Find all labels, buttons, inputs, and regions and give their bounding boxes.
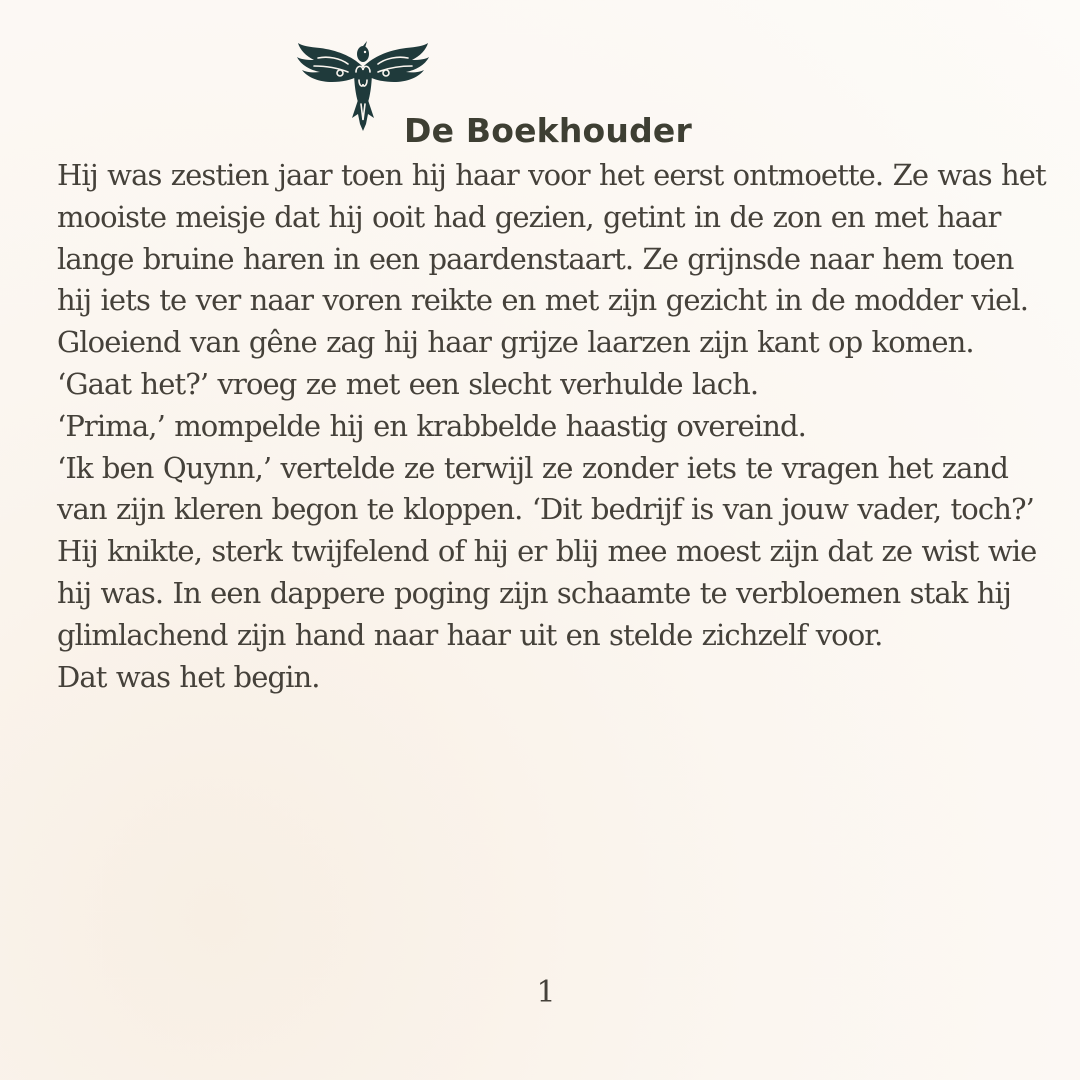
- story-text: [57, 155, 1047, 698]
- story-paragraph: Gloeiend van gêne zag hij haar grijze laarzen zijn kant op komen.: [57, 325, 974, 360]
- story-paragraph: Dat was het begin.: [57, 659, 320, 694]
- story-paragraph: ‘Prima,’ mompelde hij en krabbelde haastig overeind.: [57, 408, 806, 443]
- page-header: [296, 40, 716, 150]
- brand-name: De Boekhouder: [404, 111, 692, 150]
- story-paragraph: ‘Ik ben Quynn,’ vertelde ze terwijl ze zonder iets te vragen het zand van zijn kleren begon te kloppen. ‘Dit bedrijf is van jouw vader, toch?’: [57, 450, 1034, 527]
- story-paragraph: Hij knikte, sterk twijfelend of hij er blij mee moest zijn dat ze wist wie hij was. In een dappere poging zijn schaamte te verbloemen stak hij glimlachend zijn hand naar haar uit en stelde zichzelf voor.: [57, 534, 1037, 652]
- story-paragraph: Hij was zestien jaar toen hij haar voor het eerst ontmoette. Ze was het mooiste meisje dat hij ooit had gezien, getint in de zon en met haar lange bruine haren in een paardenstaart. Ze grijnsde naar hem toen hij iets te ver naar voren reikte en met zijn gezicht in de modder viel.: [57, 158, 1046, 318]
- story-paragraph: ‘Gaat het?’ vroeg ze met een slecht verhulde lach.: [57, 366, 759, 401]
- page-number: 1: [536, 975, 556, 1010]
